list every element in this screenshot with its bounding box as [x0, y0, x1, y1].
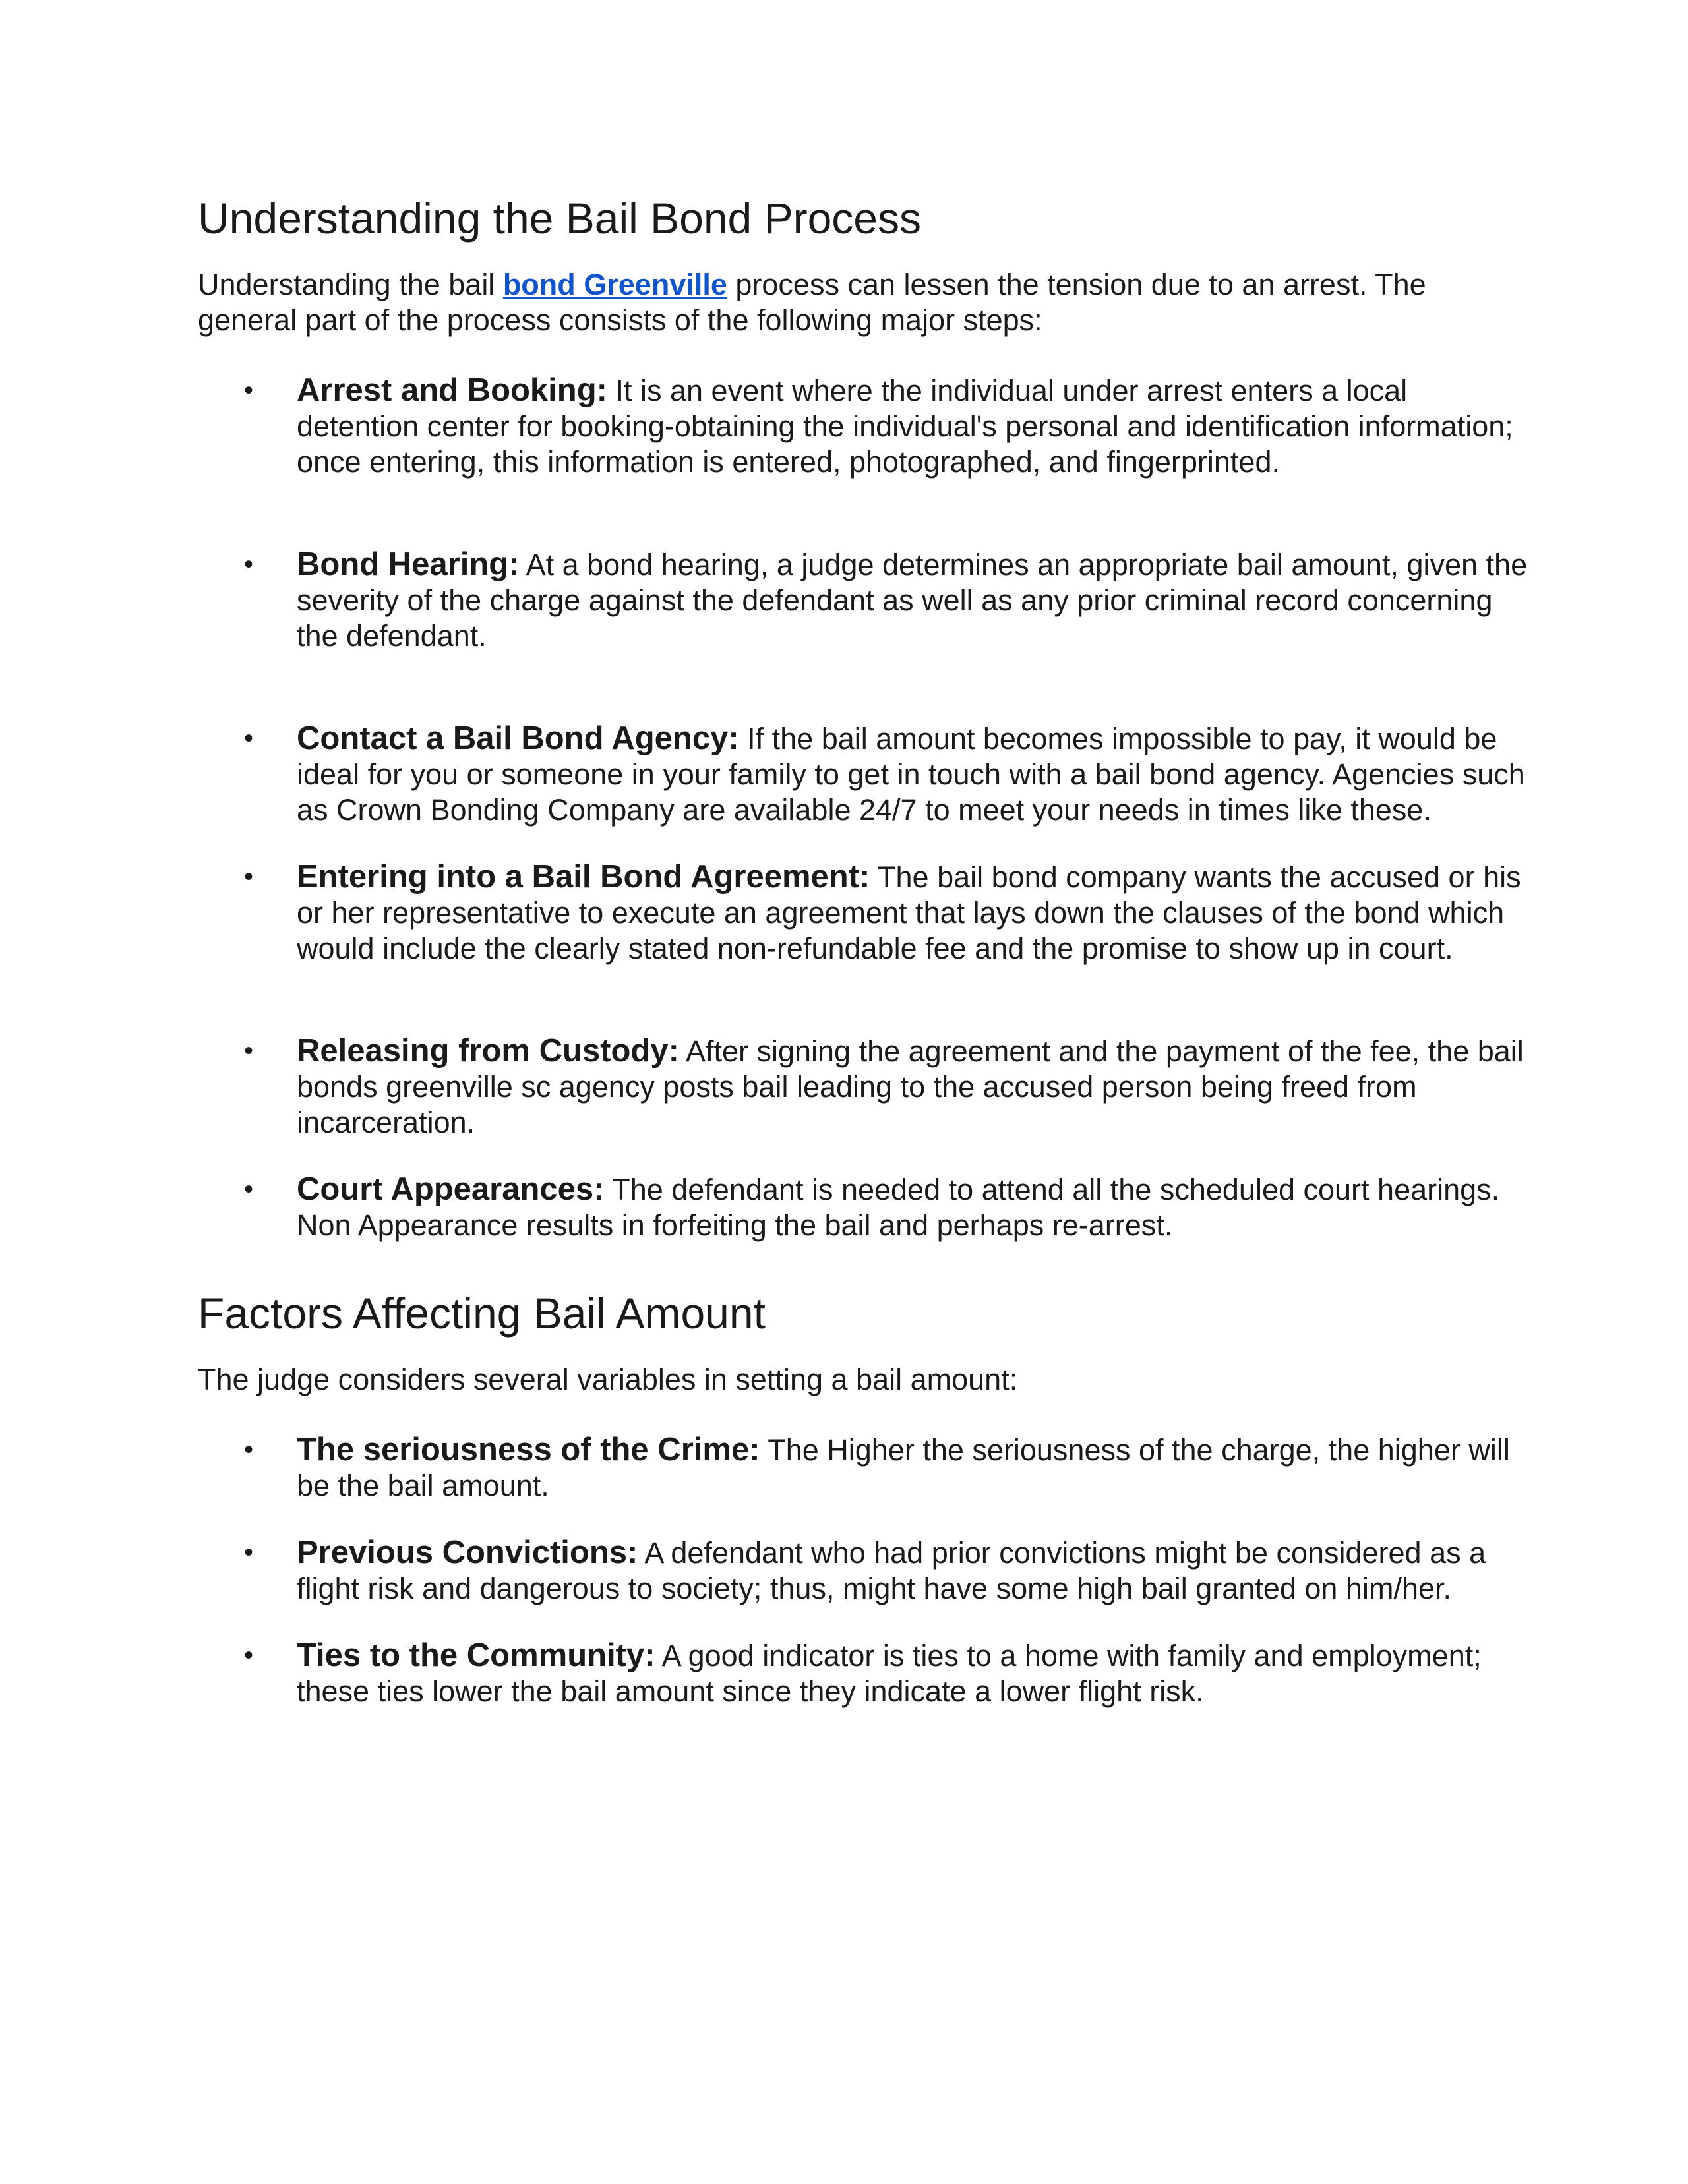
bullet-icon: • — [244, 549, 254, 579]
list-item-label: Contact a Bail Bond Agency: — [297, 720, 739, 756]
list-item-label: Court Appearances: — [297, 1171, 605, 1207]
list-item-label: Previous Convictions: — [297, 1535, 638, 1571]
list-item-court-appearances — [198, 1171, 1530, 1243]
bullet-icon: • — [244, 1036, 254, 1065]
list-item-label: Bond Hearing: — [297, 546, 520, 582]
list-item-ties-to-community — [198, 1638, 1530, 1709]
process-steps-list — [198, 372, 1528, 1243]
list-item-label: Ties to the Community: — [297, 1638, 655, 1674]
bullet-icon: • — [244, 723, 254, 753]
list-item-label: Entering into a Bail Bond Agreement: — [297, 858, 870, 895]
list-item-text: At a bond hearing, a judge determines an appropriate bail amount, given the severity of the charge against the defendant as well as any prior criminal record concerning the defendant. — [297, 547, 1528, 653]
section-intro-factors: The judge considers several variables in setting a bail amount: — [198, 1363, 1018, 1397]
list-item-text: The defendant is needed to attend all the scheduled court hearings. Non Appearance results in forfeiting the bail and perhaps re-arrest. — [297, 1172, 1500, 1242]
list-item-text: If the bail amount becomes impossible to pay, it would be ideal for you or someone in your family to get in touch with a bail bond agency. Agencies such as Crown Bonding Company are available 24/7 to meet your needs in times like these. — [297, 721, 1525, 827]
bullet-icon: • — [244, 1435, 254, 1465]
list-item-bond-hearing — [198, 546, 1530, 654]
list-item-seriousness-of-crime — [198, 1432, 1530, 1504]
list-item-arrest-and-booking — [198, 372, 1530, 480]
section-title-factors-affecting-bail: Factors Affecting Bail Amount — [198, 1288, 766, 1338]
list-item-text: After signing the agreement and the payment of the fee, the bail bonds greenville sc agency posts bail leading to the accused person being freed from incarceration. — [297, 1034, 1524, 1139]
intro-text-before-link: Understanding the bail — [198, 267, 503, 301]
list-item-previous-convictions — [198, 1535, 1530, 1607]
list-item-bail-bond-agreement — [198, 859, 1530, 966]
bullet-icon: • — [244, 1641, 254, 1670]
bullet-icon: • — [244, 1538, 254, 1568]
bail-factors-list — [198, 1432, 1510, 1709]
list-item-text: A good indicator is ties to a home with family and employment; these ties lower the bail amount since they indicate a lower flight risk. — [297, 1639, 1482, 1709]
document-page — [198, 194, 1528, 1709]
intro-text-after-link: process can lessen the tension due to an arrest. The general part of the process consists of the following major steps: — [198, 267, 1426, 337]
bullet-icon: • — [244, 862, 254, 891]
bond-greenville-link[interactable]: bond Greenville — [502, 267, 727, 301]
list-item-label: Releasing from Custody: — [297, 1032, 679, 1069]
bullet-icon: • — [244, 1174, 254, 1204]
list-item-releasing-from-custody — [198, 1033, 1530, 1140]
list-item-text: The Higher the seriousness of the charge, the higher will be the bail amount. — [297, 1433, 1510, 1503]
list-item-text: It is an event where the individual under arrest enters a local detention center for booking-obtaining the individual's personal and identification information; once entering, this information is entered, photographed, and fingerprinted. — [297, 373, 1513, 479]
list-item-label: The seriousness of the Crime: — [297, 1432, 760, 1468]
list-item-text: A defendant who had prior convictions might be considered as a flight risk and dangerous to society; thus, might have some high bail granted on him/her. — [297, 1536, 1486, 1606]
list-item-contact-agency — [198, 721, 1530, 828]
section-title-bail-bond-process: Understanding the Bail Bond Process — [198, 194, 921, 243]
list-item-text: The bail bond company wants the accused or his or her representative to execute an agreement that lays down the clauses of the bond which would include the clearly stated non-refundable fee and the promise to show up in court. — [297, 860, 1521, 965]
bullet-icon: • — [244, 375, 254, 405]
section-intro-bail-bond-process — [198, 267, 1510, 338]
list-item-label: Arrest and Booking: — [297, 372, 607, 408]
